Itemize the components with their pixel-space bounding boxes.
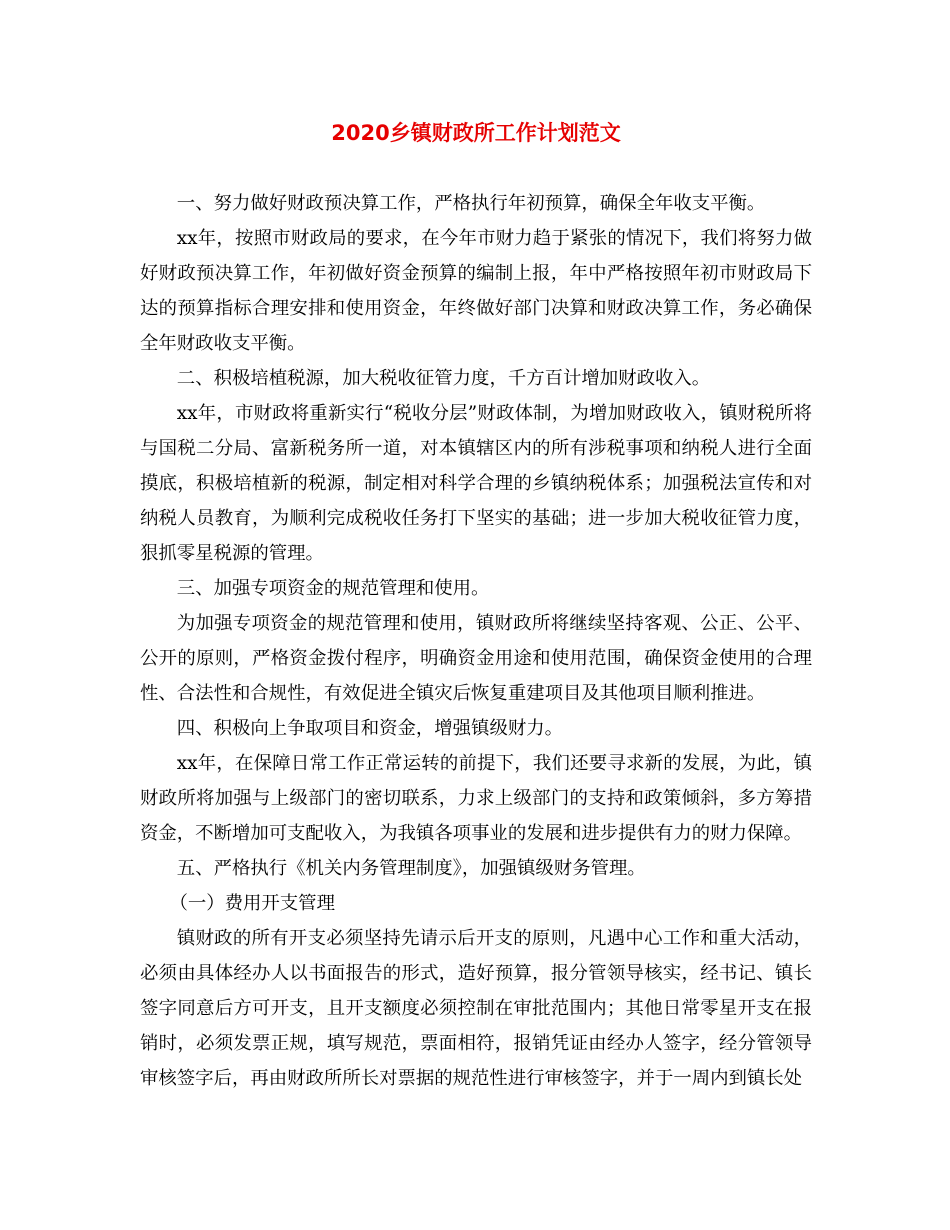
paragraph: xx年，按照市财政局的要求，在今年市财力趋于紧张的情况下，我们将努力做好财政预决算工作，年初做好资金预算的编制上报，年中严格按照年初市财政局下达的预算指标合理安排和使用资金，年终做好部门决算和财政决算工作，务必确保全年财政收支平衡。 bbox=[140, 228, 812, 354]
paragraph: xx年，在保障日常工作正常运转的前提下，我们还要寻求新的发展，为此，镇财政所将加强与上级部门的密切联系，力求上级部门的支持和政策倾斜，多方筹措资金，不断增加可支配收入，为我镇各项事业的发展和进步提供有力的财力保障。 bbox=[140, 753, 812, 844]
section-heading-3: 三、加强专项资金的规范管理和使用。 bbox=[176, 578, 490, 599]
paragraph: xx年，市财政将重新实行“税收分层”财政体制，为增加财政收入，镇财税所将与国税二分局、富新税务所一道，对本镇辖区内的所有涉税事项和纳税人进行全面摸底，积极培植新的税源，制定相对科学合理的乡镇纳税体系；加强税法宣传和对纳税人员教育，为顺利完成税收任务打下坚实的基础；进一步加大税收征管力度，狠抓零星税源的管理。 bbox=[140, 403, 812, 564]
paragraph: 为加强专项资金的规范管理和使用，镇财政所将继续坚持客观、公正、公平、公开的原则，严格资金拨付程序，明确资金用途和使用范围，确保资金使用的合理性、合法性和合规性，有效促进全镇灾后恢复重建项目及其他项目顺利推进。 bbox=[140, 613, 812, 704]
paragraph: 镇财政的所有开支必须坚持先请示后开支的原则，凡遇中心工作和重大活动，必须由具体经办人以书面报告的形式，造好预算，报分管领导核实，经书记、镇长签字同意后方可开支，且开支额度必须控制在审批范围内；其他日常零星开支在报销时，必须发票正规，填写规范，票面相符，报销凭证由经办人签字，经分管领导审核签字后，再由财政所所长对票据的规范性进行审核签字，并于一周内到镇长处 bbox=[140, 928, 812, 1089]
document-body bbox=[140, 186, 812, 1096]
document-title: 2020乡镇财政所工作计划范文 bbox=[331, 121, 621, 145]
section-heading-4: 四、积极向上争取项目和资金，增强镇级财力。 bbox=[176, 718, 564, 739]
document-page bbox=[140, 118, 812, 1096]
section-heading-5: 五、严格执行《机关内务管理制度》，加强镇级财务管理。 bbox=[176, 858, 646, 879]
section-heading-1: 一、努力做好财政预决算工作，严格执行年初预算，确保全年收支平衡。 bbox=[176, 193, 766, 214]
section-heading-2: 二、积极培植税源，加大税收征管力度，千方百计增加财政收入。 bbox=[176, 368, 711, 389]
subsection-heading: （一）费用开支管理 bbox=[169, 893, 335, 914]
